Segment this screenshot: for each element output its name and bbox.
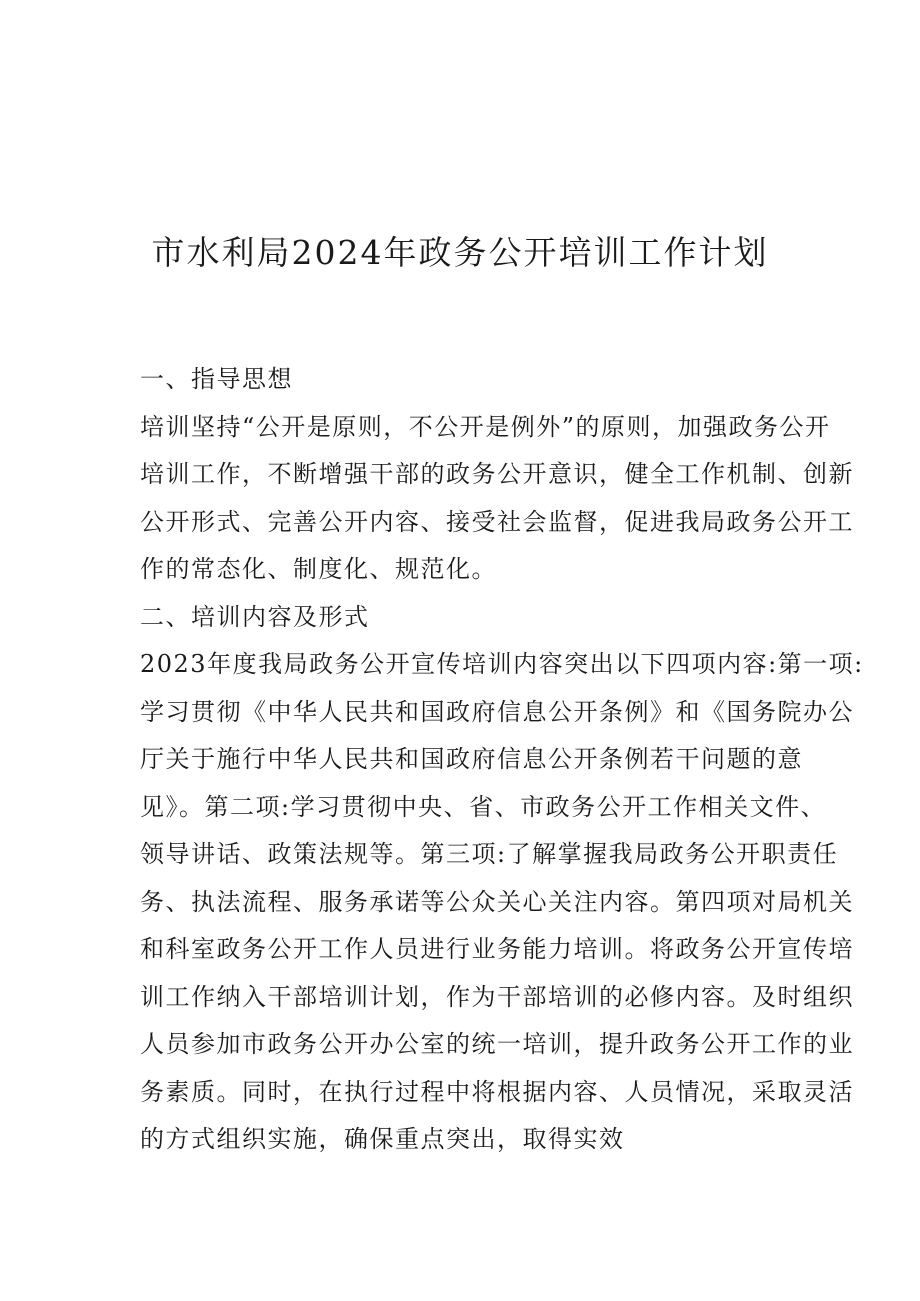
paragraph-line: 和科室政务公开工作人员进行业务能力培训。将政务公开宣传培 [140,935,854,963]
paragraph-line: 务素质。同时，在执行过程中将根据内容、人员情况，采取灵活 [140,1077,854,1106]
paragraph-line: 培训工作，不断增强干部的政务公开意识，健全工作机制、创新 [140,460,854,488]
paragraph-line: 2023年度我局政务公开宣传培训内容突出以下四项内容:第一项: [140,650,864,678]
paragraph-line: 见》。第二项:学习贯彻中央、省、市政务公开工作相关文件、 [140,792,827,821]
paragraph-line: 学习贯彻《中华人民共和国政府信息公开条例》和《国务院办公 [140,697,854,726]
document-body [140,356,864,1164]
paragraph-line: 培训坚持“公开是原则，不公开是例外”的原则，加强政务公开 [140,412,831,441]
paragraph-line: 厅关于施行中华人民共和国政府信息公开条例若干问题的意 [140,745,803,773]
document-title: 市水利局2024年政务公开培训工作计划 [151,233,769,272]
section-heading-training-content: 二、培训内容及形式 [140,602,370,631]
paragraph-line: 作的常态化、制度化、规范化。 [140,555,497,583]
paragraph-line: 领导讲话、政策法规等。第三项:了解掌握我局政务公开职责任 [140,840,839,868]
paragraph-line: 训工作纳入干部培训计划，作为干部培训的必修内容。及时组织 [140,982,854,1011]
paragraph-line: 公开形式、完善公开内容、接受社会监督，促进我局政务公开工 [140,507,854,536]
paragraph-line: 务、执法流程、服务承诺等公众关心关注内容。第四项对局机关 [140,887,854,916]
section-heading-guiding-thought: 一、指导思想 [140,365,293,393]
paragraph-line: 的方式组织实施，确保重点突出，取得实效 [140,1125,625,1153]
paragraph-line: 人员参加市政务公开办公室的统一培训，提升政务公开工作的业 [140,1030,854,1058]
